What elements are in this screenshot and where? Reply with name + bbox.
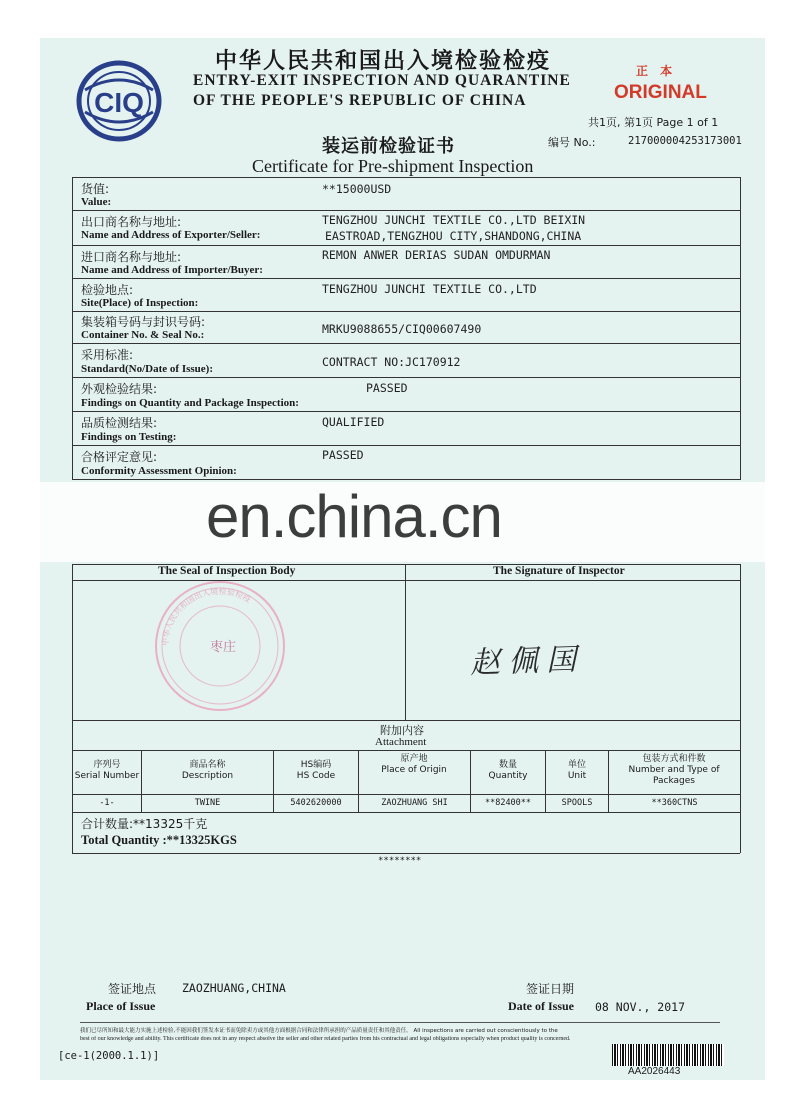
field-standard-value: CONTRACT NO:JC170912	[322, 355, 461, 369]
field-exporter-value-line2: EASTROAD,TENGZHOU CITY,SHANDONG,CHINA	[325, 229, 582, 243]
row-unit: SPOOLS	[561, 798, 593, 808]
field-findings-testing-value: QUALIFIED	[322, 415, 385, 429]
signature-label: The Signature of Inspector	[493, 565, 625, 577]
field-conformity-value: PASSED	[322, 448, 364, 462]
field-exporter-label-zh: 出口商名称与地址:	[81, 215, 182, 229]
watermark-text: en.china.cn	[206, 483, 502, 550]
cert-title-zh: 装运前检验证书	[322, 136, 455, 157]
serial-number: AA2026443	[628, 1066, 681, 1077]
seal-label: The Seal of Inspection Body	[158, 565, 296, 577]
title-zh: 中华人民共和国出入境检验检疫	[215, 49, 552, 74]
attachment-title-zh: 附加内容	[380, 724, 424, 737]
date-of-issue-zh: 签证日期	[526, 982, 575, 996]
original-stamp: ORIGINAL	[614, 82, 707, 103]
original-zh: 正 本	[636, 64, 677, 78]
field-standard-label-en: Standard(No/Date of Issue):	[81, 363, 213, 375]
row-origin: ZAOZHUANG SHI	[381, 798, 448, 808]
place-of-issue-value: ZAOZHUANG,CHINA	[182, 981, 286, 995]
field-value-label-en: Value:	[81, 196, 112, 208]
row-description: TWINE	[194, 798, 221, 808]
field-findings-testing-label-en: Findings on Testing:	[81, 431, 177, 443]
date-of-issue-en: Date of Issue	[508, 999, 574, 1013]
disclaimer-line1: 我们已尽所知和最大能力实施上述检验,不能因我们签发本证书而免除卖方或其他方面根据合同和法律所承担的产品质量责任和其他责任。 All inspections are carried out conscientiously to the	[80, 1028, 558, 1034]
field-value: **15000USD	[322, 182, 392, 196]
field-standard-label-zh: 采用标准:	[81, 348, 134, 362]
seal-ring-text: 中华人民共和国出入境检验检疫	[160, 586, 253, 647]
attachment-title-en: Attachment	[375, 736, 427, 748]
title-en-line2: OF THE PEOPLE'S REPUBLIC OF CHINA	[193, 92, 527, 109]
place-of-issue-en: Place of Issue	[86, 999, 156, 1013]
seal-city: 枣庄	[209, 640, 237, 655]
field-container-label-en: Container No. & Seal No.:	[81, 329, 205, 341]
row-packages: **360CTNS	[651, 798, 698, 808]
ciq-logo	[75, 60, 163, 142]
date-of-issue-value: 08 NOV., 2017	[595, 1000, 686, 1014]
field-importer-value: REMON ANWER DERIAS SUDAN OMDURMAN	[322, 248, 551, 262]
form-code: [ce-1(2000.1.1)]	[58, 1050, 160, 1062]
row-quantity: **82400**	[484, 798, 532, 808]
field-site-label-en: Site(Place) of Inspection:	[81, 297, 199, 309]
col-quantity-header: 数量 Quantity	[488, 760, 528, 781]
inspection-seal-stamp	[145, 576, 295, 716]
field-findings-quantity-label-zh: 外观检验结果:	[81, 382, 158, 396]
col-hscode-header: HS编码 HS Code	[296, 760, 336, 781]
cert-title-en: Certificate for Pre-shipment Inspection	[252, 156, 534, 176]
total-quantity-zh: 合计数量:**13325千克	[81, 817, 208, 831]
barcode	[612, 1044, 724, 1066]
row-serial: -1-	[99, 798, 115, 808]
end-stars: ********	[378, 856, 422, 866]
place-of-issue-zh: 签证地点	[108, 982, 157, 996]
col-origin-header: 原产地 Place of Origin	[381, 754, 447, 775]
logo-text: CIQ	[94, 87, 144, 118]
col-unit-header: 单位 Unit	[567, 760, 587, 781]
row-hscode: 5402620000	[290, 798, 342, 808]
field-site-label-zh: 检验地点:	[81, 283, 134, 297]
field-importer-label-en: Name and Address of Importer/Buyer:	[81, 264, 263, 276]
field-conformity-label-en: Conformity Assessment Opinion:	[81, 465, 237, 477]
field-findings-quantity-label-en: Findings on Quantity and Package Inspection:	[81, 397, 299, 409]
number-label: 编号 No.:	[548, 136, 596, 149]
field-importer-label-zh: 进口商名称与地址:	[81, 250, 182, 264]
disclaimer-line2: best of our knowledge and ability. This certificate does not in any respect absolve the seller and other related parties from his contractual and legal obligations especially when product quality is concerned.	[80, 1036, 571, 1042]
field-value-label-zh: 货值:	[81, 182, 110, 196]
total-quantity-en: Total Quantity :**13325KGS	[81, 833, 237, 847]
svg-text:中华人民共和国出入境检验检疫	[160, 586, 253, 646]
field-findings-quantity-value: PASSED	[366, 381, 408, 395]
field-conformity-label-zh: 合格评定意见:	[81, 450, 158, 464]
field-findings-testing-label-zh: 品质检测结果:	[81, 416, 158, 430]
certificate-number: 217000004253173001	[628, 135, 742, 147]
field-exporter-value: TENGZHOU JUNCHI TEXTILE CO.,LTD BEIXIN	[322, 213, 586, 227]
col-serial-header: 序列号 Serial Number	[74, 760, 140, 781]
field-container-label-zh: 集装箱号码与封识号码:	[81, 315, 206, 329]
col-packages-header: 包装方式和件数 Number and Type of Packages	[628, 754, 720, 786]
page-info: 共1页, 第1页 Page 1 of 1	[588, 116, 719, 129]
field-container-value: MRKU9088655/CIQ00607490	[322, 322, 482, 336]
inspector-signature: 赵佩国	[469, 642, 585, 681]
col-description-header: 商品名称 Description	[181, 760, 234, 781]
title-en-line1: ENTRY-EXIT INSPECTION AND QUARANTINE	[193, 72, 571, 89]
field-site-value: TENGZHOU JUNCHI TEXTILE CO.,LTD	[322, 282, 537, 296]
field-exporter-label-en: Name and Address of Exporter/Seller:	[81, 229, 261, 241]
